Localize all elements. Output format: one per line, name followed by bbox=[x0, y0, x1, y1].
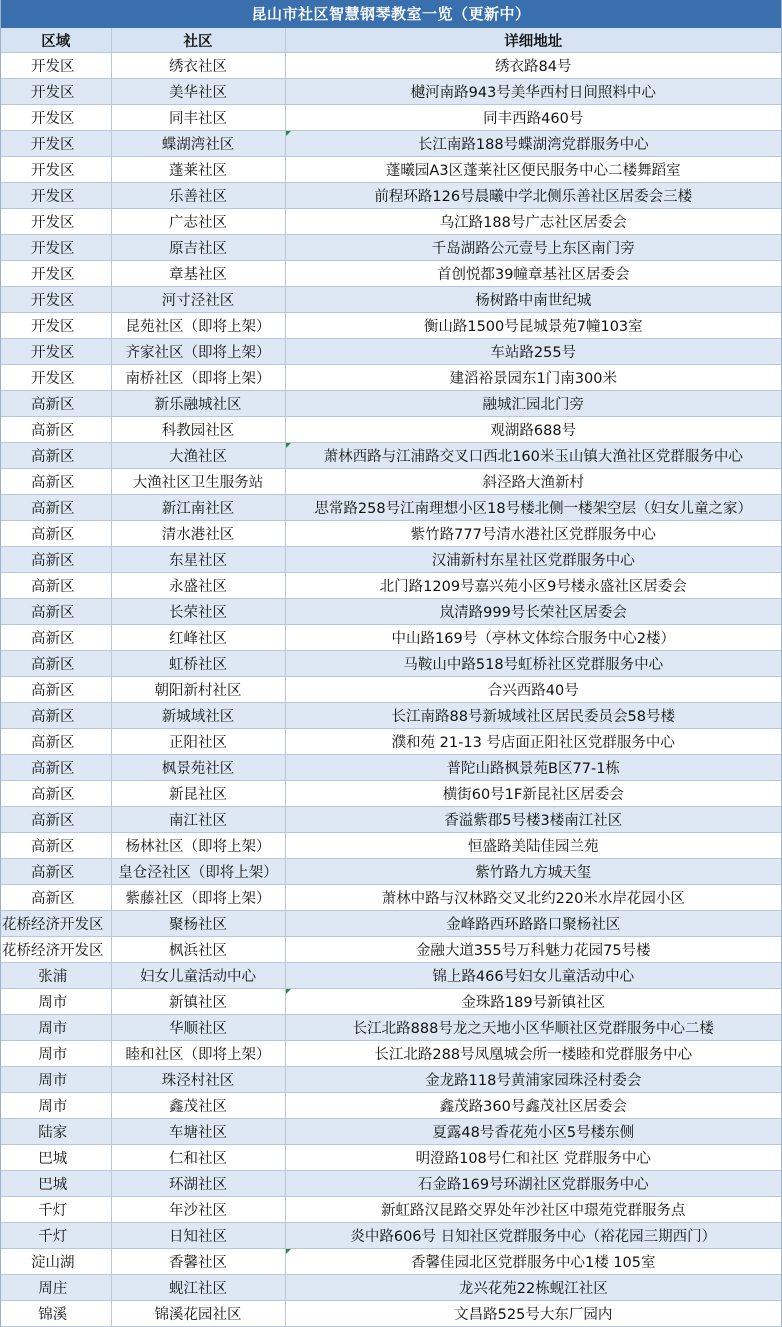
table-row bbox=[1, 469, 781, 495]
table-row bbox=[1, 417, 781, 443]
region-cell[interactable]: 开发区 bbox=[1, 261, 111, 287]
region-cell[interactable]: 高新区 bbox=[1, 729, 111, 755]
region-cell[interactable]: 花桥经济开发区 bbox=[1, 937, 111, 963]
address-cell[interactable]: 乌江路188号广志社区居委会 bbox=[285, 209, 781, 235]
header-community: 社区 bbox=[111, 28, 285, 53]
address-cell[interactable]: 长江南路88号新城域社区居民委员会58号楼 bbox=[285, 703, 781, 729]
region-cell[interactable]: 开发区 bbox=[1, 339, 111, 365]
region-cell[interactable]: 高新区 bbox=[1, 625, 111, 651]
address-cell[interactable]: 横街60号1F新昆社区居委会 bbox=[285, 781, 781, 807]
address-cell[interactable]: 杨树路中南世纪城 bbox=[285, 287, 781, 313]
community-cell[interactable]: 南桥社区（即将上架） bbox=[111, 365, 285, 391]
table-row bbox=[1, 261, 781, 287]
region-cell[interactable]: 开发区 bbox=[1, 235, 111, 261]
cell-comment-marker bbox=[286, 1249, 291, 1254]
address-cell[interactable]: 衡山路1500号昆城景苑7幢103室 bbox=[285, 313, 781, 339]
address-cell[interactable]: 合兴西路40号 bbox=[285, 677, 781, 703]
table-row bbox=[1, 651, 781, 677]
address-cell[interactable]: 金珠路189号新镇社区 bbox=[285, 989, 781, 1015]
address-cell[interactable]: 恒盛路美陆佳园兰苑 bbox=[285, 833, 781, 859]
address-cell[interactable]: 锦上路466号妇女儿童活动中心 bbox=[285, 963, 781, 989]
community-cell[interactable]: 原吉社区 bbox=[111, 235, 285, 261]
region-cell[interactable]: 陆家 bbox=[1, 1119, 111, 1145]
region-cell[interactable]: 张浦 bbox=[1, 963, 111, 989]
address-cell[interactable]: 金峰路西环路路口聚杨社区 bbox=[285, 911, 781, 937]
community-cell[interactable]: 齐家社区（即将上架） bbox=[111, 339, 285, 365]
community-cell[interactable]: 蚬江社区 bbox=[111, 1275, 285, 1301]
table-row bbox=[1, 807, 781, 833]
table-row bbox=[1, 1171, 781, 1197]
region-cell[interactable]: 淀山湖 bbox=[1, 1249, 111, 1275]
header-row bbox=[1, 28, 781, 53]
table-row bbox=[1, 677, 781, 703]
region-cell[interactable]: 高新区 bbox=[1, 651, 111, 677]
community-cell[interactable]: 环湖社区 bbox=[111, 1171, 285, 1197]
table-row bbox=[1, 625, 781, 651]
community-cell[interactable]: 华顺社区 bbox=[111, 1015, 285, 1041]
address-cell[interactable]: 车站路255号 bbox=[285, 339, 781, 365]
table-row bbox=[1, 391, 781, 417]
community-cell[interactable]: 蓬莱社区 bbox=[111, 157, 285, 183]
table-row bbox=[1, 1275, 781, 1301]
community-cell[interactable]: 新江南社区 bbox=[111, 495, 285, 521]
region-cell[interactable]: 开发区 bbox=[1, 365, 111, 391]
address-cell[interactable]: 融城汇园北门旁 bbox=[285, 391, 781, 417]
community-cell[interactable]: 仁和社区 bbox=[111, 1145, 285, 1171]
community-cell[interactable]: 新城域社区 bbox=[111, 703, 285, 729]
address-cell[interactable]: 萧林西路与江浦路交叉口西北160米玉山镇大渔社区党群服务中心 bbox=[285, 443, 781, 469]
header-address: 详细地址 bbox=[285, 28, 781, 53]
table-row bbox=[1, 1041, 781, 1067]
community-cell[interactable]: 朝阳新村社区 bbox=[111, 677, 285, 703]
address-cell[interactable]: 北门路1209号嘉兴苑小区9号楼永盛社区居委会 bbox=[285, 573, 781, 599]
region-cell[interactable]: 花桥经济开发区 bbox=[1, 911, 111, 937]
address-cell[interactable]: 长江北路288号凤凰城会所一楼睦和党群服务中心 bbox=[285, 1041, 781, 1067]
sheet-title: 昆山市社区智慧钢琴教室一览（更新中） bbox=[1, 0, 781, 28]
table-row bbox=[1, 833, 781, 859]
community-cell[interactable]: 枫景苑社区 bbox=[111, 755, 285, 781]
table-row bbox=[1, 1301, 781, 1327]
address-cell[interactable]: 马鞍山中路518号虹桥社区党群服务中心 bbox=[285, 651, 781, 677]
community-cell[interactable]: 河寸泾社区 bbox=[111, 287, 285, 313]
region-cell[interactable]: 高新区 bbox=[1, 599, 111, 625]
community-cell[interactable]: 长荣社区 bbox=[111, 599, 285, 625]
table-row bbox=[1, 521, 781, 547]
region-cell[interactable]: 周庄 bbox=[1, 1275, 111, 1301]
table-row bbox=[1, 1093, 781, 1119]
region-cell[interactable]: 高新区 bbox=[1, 833, 111, 859]
address-cell[interactable]: 濮和苑 21-13 号店面正阳社区党群服务中心 bbox=[285, 729, 781, 755]
community-cell[interactable]: 清水港社区 bbox=[111, 521, 285, 547]
table-row bbox=[1, 1067, 781, 1093]
table-row bbox=[1, 1119, 781, 1145]
community-cell[interactable]: 正阳社区 bbox=[111, 729, 285, 755]
region-cell[interactable]: 高新区 bbox=[1, 391, 111, 417]
table-row bbox=[1, 105, 781, 131]
region-cell[interactable]: 高新区 bbox=[1, 469, 111, 495]
region-cell[interactable]: 高新区 bbox=[1, 677, 111, 703]
community-cell[interactable]: 年沙社区 bbox=[111, 1197, 285, 1223]
address-cell[interactable]: 炎中路606号 日知社区党群服务中心（裕花园三期西门） bbox=[285, 1223, 781, 1249]
region-cell[interactable]: 周市 bbox=[1, 989, 111, 1015]
region-cell[interactable]: 高新区 bbox=[1, 755, 111, 781]
community-cell[interactable]: 绣衣社区 bbox=[111, 53, 285, 79]
community-cell[interactable]: 车塘社区 bbox=[111, 1119, 285, 1145]
address-cell[interactable]: 金龙路118号黄浦家园珠泾村委会 bbox=[285, 1067, 781, 1093]
table-row bbox=[1, 755, 781, 781]
table-row bbox=[1, 911, 781, 937]
address-cell[interactable]: 金融大道355号万科魅力花园75号楼 bbox=[285, 937, 781, 963]
address-cell[interactable]: 建滔裕景园东1门南300米 bbox=[285, 365, 781, 391]
address-cell[interactable]: 鑫茂路360号鑫茂社区居委会 bbox=[285, 1093, 781, 1119]
address-cell[interactable]: 蓬曦园A3区蓬莱社区便民服务中心二楼舞蹈室 bbox=[285, 157, 781, 183]
table-body bbox=[1, 53, 781, 1327]
address-cell[interactable]: 思常路258号江南理想小区18号楼北侧一楼架空层（妇女儿童之家） bbox=[285, 495, 781, 521]
community-cell[interactable]: 东星社区 bbox=[111, 547, 285, 573]
table-row bbox=[1, 885, 781, 911]
table-row bbox=[1, 703, 781, 729]
region-cell[interactable]: 千灯 bbox=[1, 1223, 111, 1249]
address-cell[interactable]: 新虹路汉昆路交界处年沙社区中璟苑党群服务点 bbox=[285, 1197, 781, 1223]
address-cell[interactable]: 紫竹路777号清水港社区党群服务中心 bbox=[285, 521, 781, 547]
community-cell[interactable]: 日知社区 bbox=[111, 1223, 285, 1249]
table-row bbox=[1, 1015, 781, 1041]
region-cell[interactable]: 开发区 bbox=[1, 209, 111, 235]
address-cell[interactable]: 龙兴花苑22栋蚬江社区 bbox=[285, 1275, 781, 1301]
community-cell[interactable]: 广志社区 bbox=[111, 209, 285, 235]
community-cell[interactable]: 新乐融城社区 bbox=[111, 391, 285, 417]
community-cell[interactable]: 红峰社区 bbox=[111, 625, 285, 651]
address-cell[interactable]: 香馨佳园北区党群服务中心1楼 105室 bbox=[285, 1249, 781, 1275]
region-cell[interactable]: 周市 bbox=[1, 1093, 111, 1119]
region-cell[interactable]: 开发区 bbox=[1, 131, 111, 157]
region-cell[interactable]: 巴城 bbox=[1, 1171, 111, 1197]
region-cell[interactable]: 高新区 bbox=[1, 807, 111, 833]
community-cell[interactable]: 大渔社区 bbox=[111, 443, 285, 469]
address-cell[interactable]: 萧林中路与汉林路交叉北约220米水岸花园小区 bbox=[285, 885, 781, 911]
table-row bbox=[1, 209, 781, 235]
address-cell[interactable]: 斜泾路大渔新村 bbox=[285, 469, 781, 495]
table-row bbox=[1, 1145, 781, 1171]
table-row bbox=[1, 53, 781, 79]
address-cell[interactable]: 普陀山路枫景苑B区77-1栋 bbox=[285, 755, 781, 781]
address-cell[interactable]: 长江北路888号龙之天地小区华顺社区党群服务中心二楼 bbox=[285, 1015, 781, 1041]
community-cell[interactable]: 锦溪花园社区 bbox=[111, 1301, 285, 1327]
community-cell[interactable]: 妇女儿童活动中心 bbox=[111, 963, 285, 989]
table-row bbox=[1, 235, 781, 261]
community-cell[interactable]: 美华社区 bbox=[111, 79, 285, 105]
table-row bbox=[1, 79, 781, 105]
community-cell[interactable]: 同丰社区 bbox=[111, 105, 285, 131]
table-row bbox=[1, 781, 781, 807]
community-cell[interactable]: 虹桥社区 bbox=[111, 651, 285, 677]
region-cell[interactable]: 高新区 bbox=[1, 495, 111, 521]
table-row bbox=[1, 547, 781, 573]
address-cell[interactable]: 石金路169号环湖社区党群服务中心 bbox=[285, 1171, 781, 1197]
community-cell[interactable]: 蝶湖湾社区 bbox=[111, 131, 285, 157]
table-row bbox=[1, 729, 781, 755]
table-row bbox=[1, 443, 781, 469]
community-cell[interactable]: 大渔社区卫生服务站 bbox=[111, 469, 285, 495]
region-cell[interactable]: 高新区 bbox=[1, 859, 111, 885]
community-cell[interactable]: 昆苑社区（即将上架） bbox=[111, 313, 285, 339]
cell-comment-marker bbox=[286, 989, 291, 994]
address-cell[interactable]: 绣衣路84号 bbox=[285, 53, 781, 79]
community-cell[interactable]: 紫藤社区（即将上架） bbox=[111, 885, 285, 911]
address-cell[interactable]: 前程环路126号晨曦中学北侧乐善社区居委会三楼 bbox=[285, 183, 781, 209]
region-cell[interactable]: 高新区 bbox=[1, 703, 111, 729]
table-row bbox=[1, 183, 781, 209]
header-region: 区域 bbox=[1, 28, 111, 53]
table-row bbox=[1, 937, 781, 963]
region-cell[interactable]: 开发区 bbox=[1, 105, 111, 131]
community-cell[interactable]: 聚杨社区 bbox=[111, 911, 285, 937]
table-row bbox=[1, 989, 781, 1015]
cell-comment-marker bbox=[286, 131, 291, 136]
community-cell[interactable]: 枫浜社区 bbox=[111, 937, 285, 963]
community-cell[interactable]: 新昆社区 bbox=[111, 781, 285, 807]
community-cell[interactable]: 乐善社区 bbox=[111, 183, 285, 209]
address-cell[interactable]: 汉浦新村东星社区党群服务中心 bbox=[285, 547, 781, 573]
table-row bbox=[1, 573, 781, 599]
region-cell[interactable]: 高新区 bbox=[1, 547, 111, 573]
table-row bbox=[1, 287, 781, 313]
cell-comment-marker bbox=[286, 443, 291, 448]
address-cell[interactable]: 首创悦都39幢章基社区居委会 bbox=[285, 261, 781, 287]
table-row bbox=[1, 131, 781, 157]
region-cell[interactable]: 开发区 bbox=[1, 183, 111, 209]
region-cell[interactable]: 高新区 bbox=[1, 443, 111, 469]
table-row bbox=[1, 313, 781, 339]
address-cell[interactable]: 紫竹路九方城天玺 bbox=[285, 859, 781, 885]
address-cell[interactable]: 文昌路525号大东厂园内 bbox=[285, 1301, 781, 1327]
address-cell[interactable]: 中山路169号（亭林文体综合服务中心2楼） bbox=[285, 625, 781, 651]
region-cell[interactable]: 千灯 bbox=[1, 1197, 111, 1223]
region-cell[interactable]: 开发区 bbox=[1, 79, 111, 105]
region-cell[interactable]: 高新区 bbox=[1, 521, 111, 547]
address-cell[interactable]: 香溢紫郡5号楼3楼南江社区 bbox=[285, 807, 781, 833]
address-cell[interactable]: 同丰西路460号 bbox=[285, 105, 781, 131]
region-cell[interactable]: 开发区 bbox=[1, 157, 111, 183]
piano-classroom-table bbox=[1, 28, 781, 1327]
region-cell[interactable]: 高新区 bbox=[1, 417, 111, 443]
region-cell[interactable]: 周市 bbox=[1, 1067, 111, 1093]
community-cell[interactable]: 永盛社区 bbox=[111, 573, 285, 599]
community-cell[interactable]: 章基社区 bbox=[111, 261, 285, 287]
address-cell[interactable]: 观湖路688号 bbox=[285, 417, 781, 443]
region-cell[interactable]: 巴城 bbox=[1, 1145, 111, 1171]
table-row bbox=[1, 365, 781, 391]
table-row bbox=[1, 859, 781, 885]
address-cell[interactable]: 明澄路108号仁和社区 党群服务中心 bbox=[285, 1145, 781, 1171]
community-cell[interactable]: 科教园社区 bbox=[111, 417, 285, 443]
region-cell[interactable]: 锦溪 bbox=[1, 1301, 111, 1327]
community-cell[interactable]: 杨林社区（即将上架） bbox=[111, 833, 285, 859]
region-cell[interactable]: 开发区 bbox=[1, 313, 111, 339]
region-cell[interactable]: 高新区 bbox=[1, 885, 111, 911]
region-cell[interactable]: 周市 bbox=[1, 1015, 111, 1041]
region-cell[interactable]: 周市 bbox=[1, 1041, 111, 1067]
table-row bbox=[1, 963, 781, 989]
community-cell[interactable]: 鑫茂社区 bbox=[111, 1093, 285, 1119]
address-cell[interactable]: 夏露48号香花苑小区5号楼东侧 bbox=[285, 1119, 781, 1145]
table-row bbox=[1, 1249, 781, 1275]
table-row bbox=[1, 1223, 781, 1249]
table-row bbox=[1, 339, 781, 365]
address-cell[interactable]: 樾河南路943号美华西村日间照料中心 bbox=[285, 79, 781, 105]
community-cell[interactable]: 香馨社区 bbox=[111, 1249, 285, 1275]
table-row bbox=[1, 1197, 781, 1223]
address-cell[interactable]: 长江南路188号蝶湖湾党群服务中心 bbox=[285, 131, 781, 157]
region-cell[interactable]: 开发区 bbox=[1, 287, 111, 313]
region-cell[interactable]: 高新区 bbox=[1, 573, 111, 599]
region-cell[interactable]: 高新区 bbox=[1, 781, 111, 807]
table-row bbox=[1, 495, 781, 521]
community-cell[interactable]: 珠泾村社区 bbox=[111, 1067, 285, 1093]
region-cell[interactable]: 开发区 bbox=[1, 53, 111, 79]
community-cell[interactable]: 新镇社区 bbox=[111, 989, 285, 1015]
address-cell[interactable]: 千岛湖路公元壹号上东区南门旁 bbox=[285, 235, 781, 261]
community-cell[interactable]: 睦和社区（即将上架） bbox=[111, 1041, 285, 1067]
community-cell[interactable]: 皇仓泾社区（即将上架） bbox=[111, 859, 285, 885]
table-row bbox=[1, 599, 781, 625]
address-cell[interactable]: 岚清路999号长荣社区居委会 bbox=[285, 599, 781, 625]
table-row bbox=[1, 157, 781, 183]
community-cell[interactable]: 南江社区 bbox=[111, 807, 285, 833]
